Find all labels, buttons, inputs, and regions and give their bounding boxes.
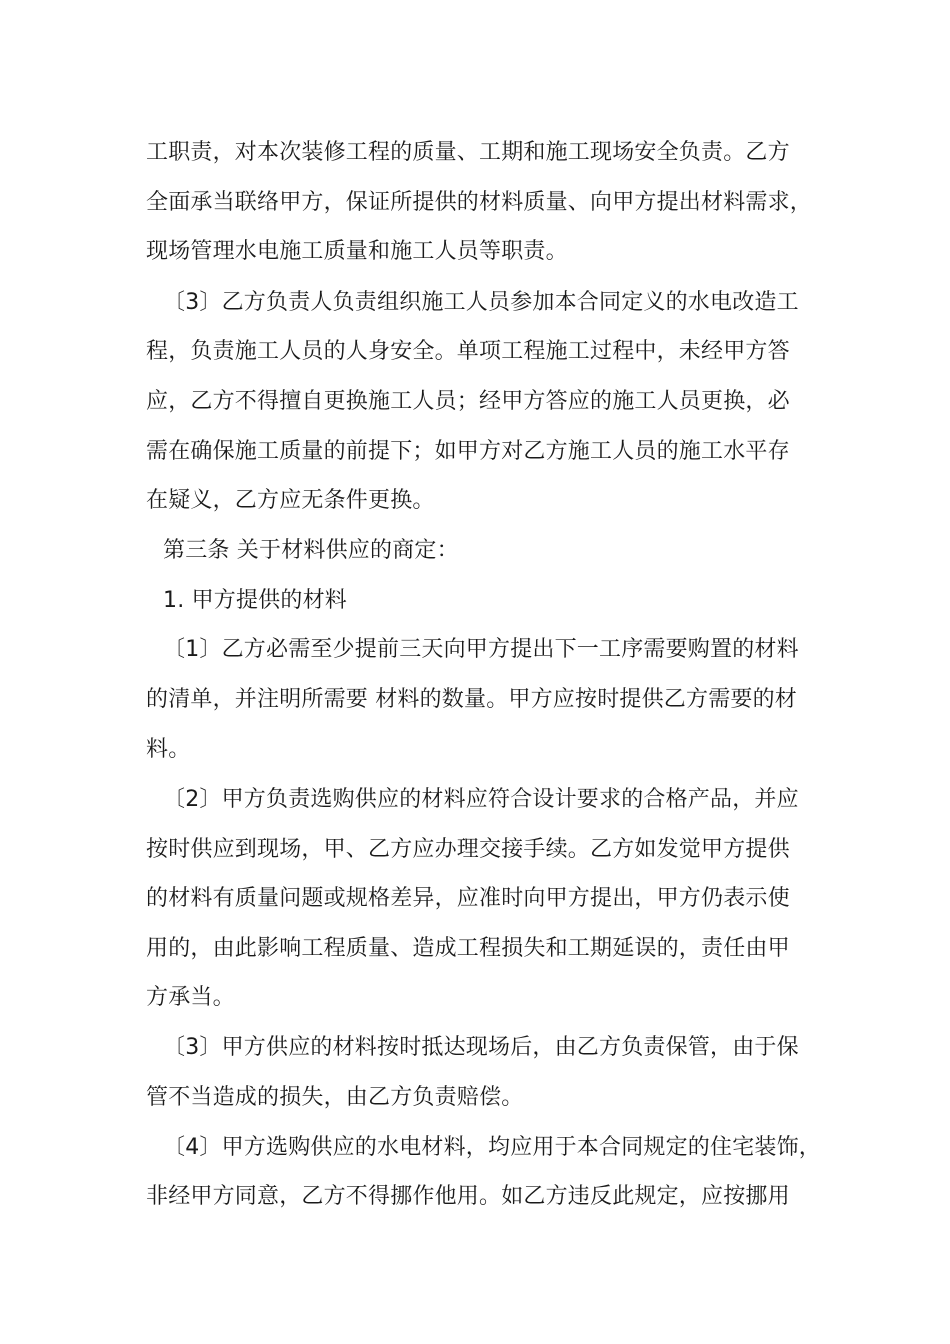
text-line: 〔4〕甲方选购供应的水电材料，均应用于本合同规定的住宅装饰， [163, 1135, 821, 1160]
text-line: 〔1〕乙方必需至少提前三天向甲方提出下一工序需要购置的材料 [163, 637, 799, 662]
text-line: 程，负责施工人员的人身安全。单项工程施工过程中，未经甲方答 [146, 339, 790, 364]
text-line: 的清单，并注明所需要 材料的数量。甲方应按时提供乙方需要的材 [146, 687, 797, 712]
text-line: 非经甲方同意，乙方不得挪作他用。如乙方违反此规定，应按挪用 [146, 1184, 790, 1209]
text-line: 需在确保施工质量的前提下；如甲方对乙方施工人员的施工水平存 [146, 439, 790, 464]
section-heading: 1. 甲方提供的材料 [163, 588, 347, 613]
text-line: 管不当造成的损失，由乙方负责赔偿。 [146, 1085, 524, 1110]
text-line: 在疑义，乙方应无条件更换。 [146, 488, 435, 513]
text-line: 〔2〕甲方负责选购供应的材料应符合设计要求的合格产品，并应 [163, 787, 799, 812]
text-line: 〔3〕乙方负责人负责组织施工人员参加本合同定义的水电改造工 [163, 290, 799, 315]
text-line: 现场管理水电施工质量和施工人员等职责。 [146, 239, 568, 264]
article-heading: 第三条 关于材料供应的商定： [163, 538, 459, 563]
text-line: 方承当。 [146, 985, 235, 1010]
text-line: 用的，由此影响工程质量、造成工程损失和工期延误的，责任由甲 [146, 936, 790, 961]
text-line: 工职责，对本次装修工程的质量、工期和施工现场安全负责。乙方 [146, 140, 790, 165]
text-line: 料。 [146, 737, 191, 762]
text-line: 〔3〕甲方供应的材料按时抵达现场后，由乙方负责保管，由于保 [163, 1035, 799, 1060]
text-line: 应，乙方不得擅自更换施工人员；经甲方答应的施工人员更换，必 [146, 389, 790, 414]
text-line: 的材料有质量问题或规格差异，应准时向甲方提出，甲方仍表示使 [146, 886, 790, 911]
text-line: 全面承当联络甲方，保证所提供的材料质量、向甲方提出材料需求， [146, 190, 813, 215]
text-line: 按时供应到现场，甲、乙方应办理交接手续。乙方如发觉甲方提供 [146, 837, 790, 862]
